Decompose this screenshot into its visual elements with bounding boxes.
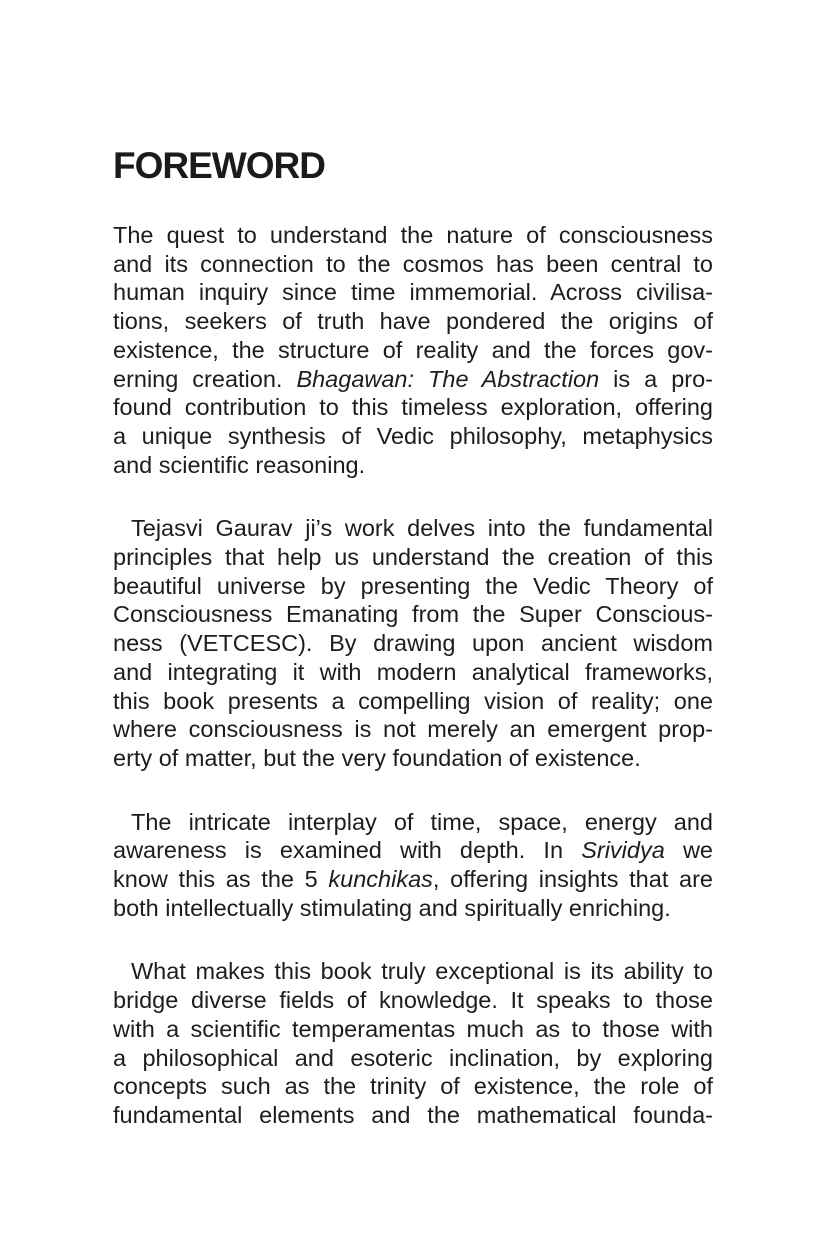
text-run: is a pro-: [599, 365, 713, 392]
text-run: concepts such as the trinity of existence, the role of: [113, 1073, 713, 1100]
text-line: [113, 572, 713, 601]
text-line: [113, 865, 713, 894]
paragraph: [113, 514, 713, 772]
text-line: [113, 836, 713, 865]
text-run: , offering insights that are: [432, 866, 713, 893]
paragraph: [113, 957, 713, 1129]
text-line: [113, 250, 713, 279]
text-line: [113, 687, 713, 716]
italic-run: Bhagawan: The Abstraction: [296, 365, 600, 392]
text-run: human inquiry since time immemorial. Across civilisa-: [113, 279, 713, 306]
text-run: The intricate interplay of time, space, energy and: [131, 808, 713, 835]
text-run: Consciousness Emanating from the Super Conscious-: [113, 601, 713, 628]
text-line: [113, 1015, 713, 1044]
text-run: beautiful universe by presenting the Vedic Theory of: [113, 572, 713, 599]
text-run: Tejasvi Gaurav ji’s work delves into the fundamental: [131, 515, 713, 542]
text-line: [113, 957, 713, 986]
page-title: FOREWORD: [113, 145, 325, 186]
italic-run: Srividya: [581, 837, 665, 864]
text-run: bridge diverse fields of knowledge. It speaks to those: [113, 987, 713, 1014]
text-run: The quest to understand the nature of consciousness: [113, 222, 713, 248]
text-line: [113, 365, 713, 394]
text-line: [113, 451, 713, 480]
text-run: erty of matter, but the very foundation of existence.: [113, 744, 641, 771]
text-run: we: [664, 837, 713, 864]
text-line: [113, 658, 713, 687]
text-run: and integrating it with modern analytical frameworks,: [113, 658, 713, 685]
text-line: [113, 278, 713, 307]
italic-run: kunchikas: [328, 866, 433, 893]
text-run: and scientific reasoning.: [113, 451, 366, 478]
text-line: [113, 629, 713, 658]
text-line: [113, 1101, 713, 1130]
text-run: a philosophical and esoteric inclination, by exploring: [113, 1044, 713, 1071]
text-run: a unique synthesis of Vedic philosophy, metaphysics: [113, 422, 713, 449]
text-run: know this as the 5: [113, 866, 329, 893]
text-line: [113, 307, 713, 336]
text-run: found contribution to this timeless exploration, offering: [113, 394, 713, 421]
text-run: and its connection to the cosmos has been central to: [113, 250, 713, 277]
text-line: [113, 514, 713, 543]
text-run: erning creation.: [113, 365, 297, 392]
paragraph: [113, 808, 713, 923]
text-run: this book presents a compelling vision of reality; one: [113, 687, 713, 714]
foreword-text: [113, 221, 713, 1130]
text-line: [113, 221, 713, 250]
text-run: principles that help us understand the creation of this: [113, 544, 713, 571]
text-line: [113, 744, 713, 773]
text-line: [113, 422, 713, 451]
text-run: What makes this book truly exceptional is its ability to: [131, 958, 713, 985]
paragraph: [113, 221, 713, 479]
book-page: [113, 145, 713, 1130]
text-line: [113, 1072, 713, 1101]
text-line: [113, 336, 713, 365]
text-run: where consciousness is not merely an emergent prop-: [113, 716, 713, 743]
text-line: [113, 894, 713, 923]
text-run: fundamental elements and the mathematical founda-: [113, 1101, 713, 1128]
text-run: with a scientific temperamentas much as to those with: [113, 1015, 713, 1042]
text-run: existence, the structure of reality and the forces gov-: [113, 336, 713, 363]
text-run: tions, seekers of truth have pondered the origins of: [113, 308, 713, 335]
text-line: [113, 1044, 713, 1073]
text-line: [113, 393, 713, 422]
text-line: [113, 543, 713, 572]
text-run: ness (VETCESC). By drawing upon ancient wisdom: [113, 630, 713, 657]
text-line: [113, 715, 713, 744]
text-run: both intellectually stimulating and spiritually enriching.: [113, 894, 671, 921]
text-line: [113, 600, 713, 629]
text-line: [113, 986, 713, 1015]
text-run: awareness is examined with depth. In: [113, 837, 582, 864]
text-line: [113, 808, 713, 837]
